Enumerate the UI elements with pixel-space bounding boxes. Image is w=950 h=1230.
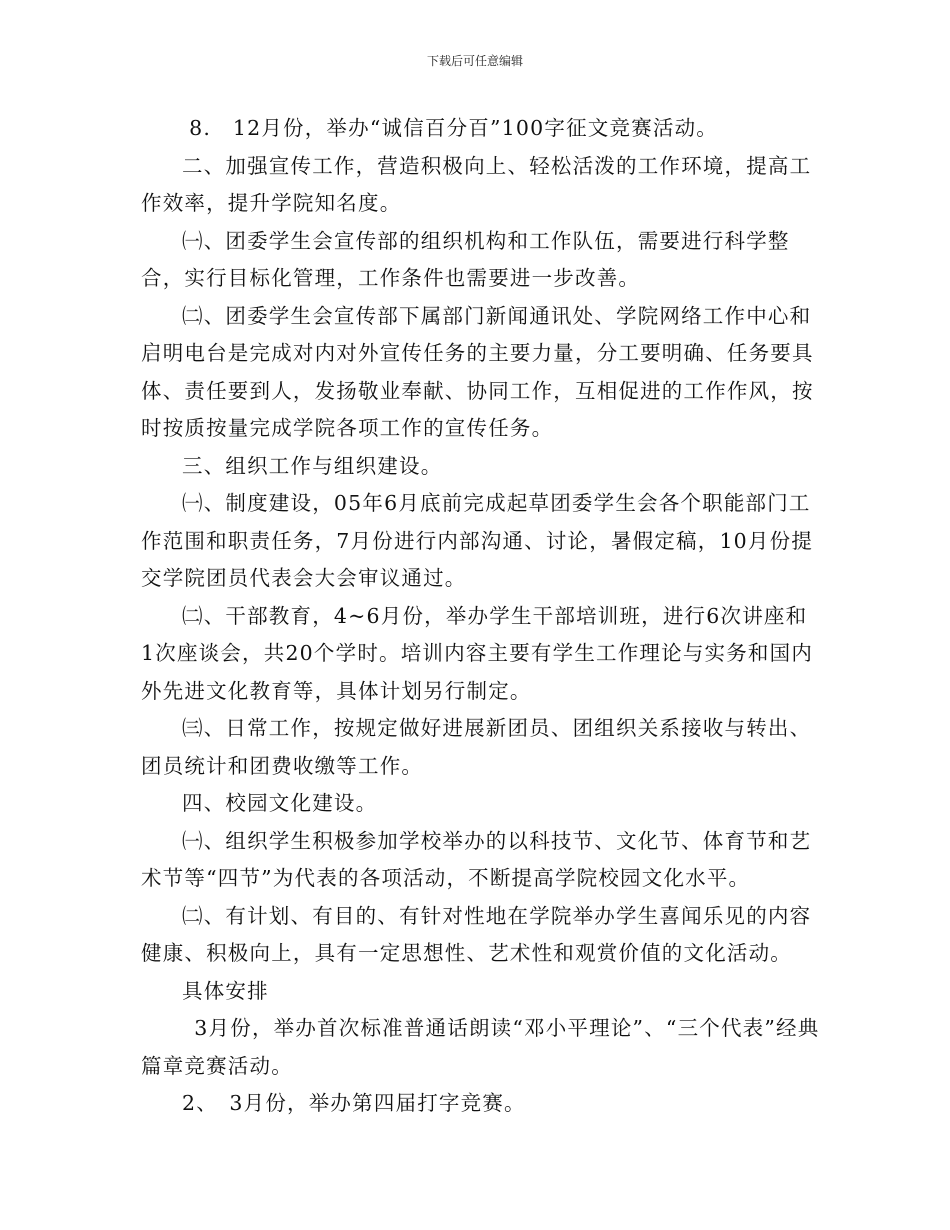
schedule-item-1: 3月份，举办首次标准普通话朗读“邓小平理论”、“三个代表”经典篇章竞赛活动。 xyxy=(141,1016,820,1078)
paragraph-culture-1: ㈠、组织学生积极参加学校举办的以科技节、文化节、体育节和艺术节等“四节”为代表的各项活动，不断提高学院校园文化水平。 xyxy=(141,828,812,890)
paragraph-organization-3: ㈢、日常工作，按规定做好进展新团员、团组织关系接收与转出、团员统计和团费收缴等工作。 xyxy=(141,716,812,778)
document-body xyxy=(141,110,821,1123)
paragraph-culture-2: ㈡、有计划、有目的、有针对性地在学院举办学生喜闻乐见的内容健康、积极向上，具有一定思想性、艺术性和观赏价值的文化活动。 xyxy=(141,903,812,965)
schedule-item-2: 2、 3月份，举办第四届打字竞赛。 xyxy=(182,1091,526,1115)
paragraph-organization-1: ㈠、制度建设，05年6月底前完成起草团委学生会各个职能部门工作范围和职责任务，7月份进行内部沟通、讨论，暑假定稿，10月份提交学院团员代表会大会审议通过。 xyxy=(141,491,814,590)
section-heading-culture: 四、校园文化建设。 xyxy=(182,791,378,815)
page-header-note: 下载后可任意编辑 xyxy=(426,54,523,68)
paragraph-publicity-2: ㈡、团委学生会宣传部下属部门新闻通讯处、学院网络工作中心和启明电台是完成对内对外宣传任务的主要力量，分工要明确、任务要具体、责任要到人，发扬敬业奉献、协同工作，互相促进的工作作风，按时按质按量完成学院各项工作的宣传任务。 xyxy=(141,303,814,440)
section-heading-publicity: 二、加强宣传工作，营造积极向上、轻松活泼的工作环境，提高工作效率，提升学院知名度。 xyxy=(141,153,812,215)
section-heading-organization: 三、组织工作与组织建设。 xyxy=(182,453,443,478)
subheading-schedule: 具体安排 xyxy=(182,978,269,1003)
paragraph-item-8: 8. 12月份，举办“诚信百分百”100字征文竞赛活动。 xyxy=(189,116,719,140)
paragraph-publicity-1: ㈠、团委学生会宣传部的组织机构和工作队伍，需要进行科学整合，实行目标化管理，工作条件也需要进一步改善。 xyxy=(141,228,790,290)
paragraph-organization-2: ㈡、干部教育，4~6月份，举办学生干部培训班，进行6次讲座和1次座谈会，共20个学时。培训内容主要有学生工作理论与实务和国内外先进文化教育等，具体计划另行制定。 xyxy=(141,603,814,703)
